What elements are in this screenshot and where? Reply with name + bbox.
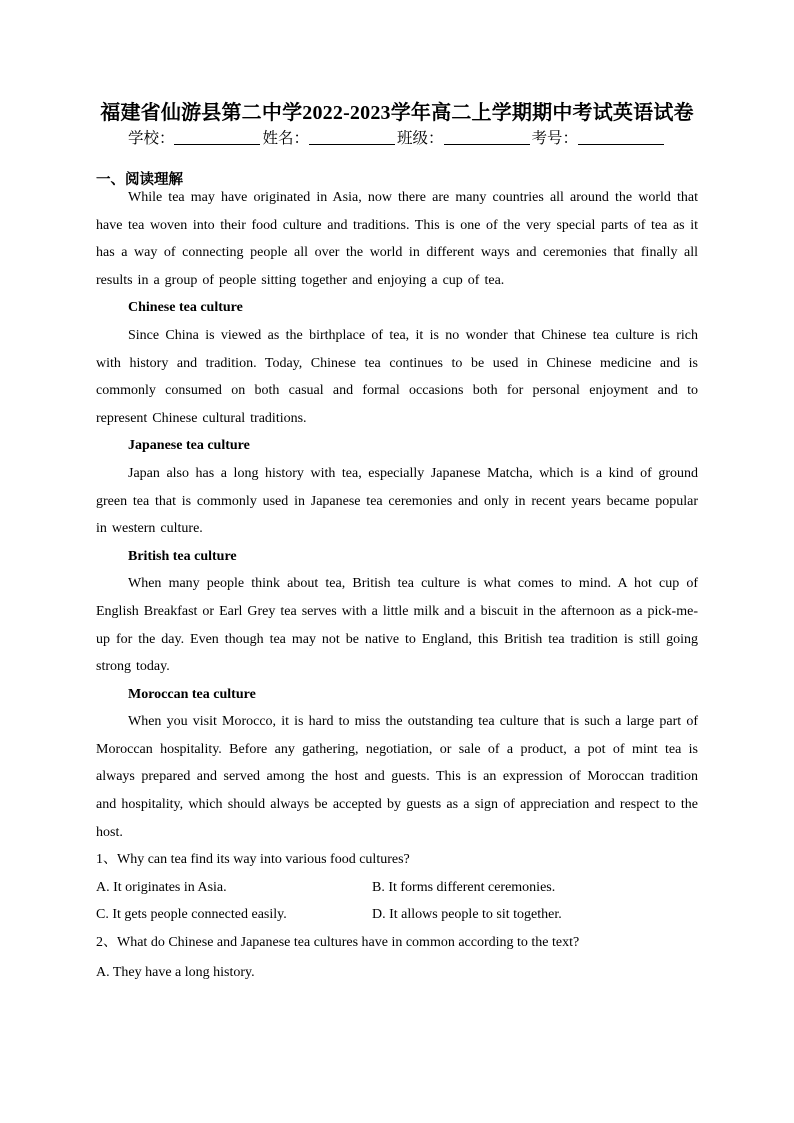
exam-title: 福建省仙游县第二中学2022-2023学年高二上学期期中考试英语试卷 bbox=[100, 102, 694, 124]
question-2-option-a[interactable]: A. They have a long history. bbox=[96, 964, 255, 980]
class-field bbox=[397, 126, 532, 148]
question-1-option-b[interactable]: B. It forms different ceremonies. bbox=[372, 879, 556, 895]
class-label: 班级： bbox=[397, 130, 444, 147]
passage-intro: While tea may have originated in Asia, now there are many countries all around the world that have tea woven into their food culture and traditions. This is one of the very special parts of tea as it has a way of connecting people all over the world in different ways and ceremonies that finally all results in a group of people sitting together and enjoying a cup of tea. bbox=[96, 190, 698, 288]
student-info-row bbox=[0, 126, 794, 148]
heading-moroccan-tea: Moroccan tea culture bbox=[128, 686, 256, 702]
heading-japanese-tea: Japanese tea culture bbox=[128, 438, 250, 454]
text-japanese-tea: Japan also has a long history with tea, especially Japanese Matcha, which is a kind of ground green tea that is commonly used in Japanese tea ceremonies and only in recent years became popular in western culture. bbox=[96, 465, 698, 537]
heading-chinese-tea: Chinese tea culture bbox=[128, 300, 243, 316]
exam-number-blank[interactable] bbox=[578, 130, 664, 145]
question-2-stem: 2、What do Chinese and Japanese tea cultures have in common according to the text? bbox=[96, 935, 580, 951]
text-british-tea: When many people think about tea, British tea culture is what comes to mind. A hot cup of English Breakfast or Earl Grey tea serves with a little milk and a biscuit in the afternoon as a pick-me-up for the day. Even though tea may not be native to England, this British tea tradition is still going strong today. bbox=[96, 576, 698, 675]
exam-number-label: 考号： bbox=[531, 130, 579, 147]
question-1-options-row-2 bbox=[96, 901, 698, 929]
exam-number-field bbox=[532, 126, 667, 148]
school-blank[interactable] bbox=[174, 130, 260, 145]
question-1-option-c[interactable]: C. It gets people connected easily. bbox=[96, 907, 287, 923]
question-1-options-row-1 bbox=[96, 874, 698, 902]
section-title: 一、阅读理解 bbox=[96, 172, 183, 188]
question-1-option-d[interactable]: D. It allows people to sit together. bbox=[372, 907, 562, 923]
school-field bbox=[128, 126, 263, 148]
question-2-options-row-1 bbox=[96, 959, 698, 987]
question-1-stem: 1、Why can tea find its way into various food cultures? bbox=[96, 852, 410, 868]
reading-content bbox=[96, 184, 698, 986]
name-field bbox=[262, 126, 397, 148]
name-blank[interactable] bbox=[309, 130, 395, 145]
question-1-option-a[interactable]: A. It originates in Asia. bbox=[96, 879, 227, 895]
school-label: 学校： bbox=[127, 130, 175, 147]
text-chinese-tea: Since China is viewed as the birthplace of tea, it is no wonder that Chinese tea culture is rich with history and tradition. Today, Chinese tea continues to be used in Chinese medicine and is commonly consumed on both casual and formal occasions both for personal enjoyment and to represent Chinese cultural traditions. bbox=[96, 327, 698, 426]
heading-british-tea: British tea culture bbox=[128, 548, 237, 564]
name-label: 姓名： bbox=[262, 130, 309, 147]
class-blank[interactable] bbox=[444, 130, 530, 145]
text-moroccan-tea: When you visit Morocco, it is hard to miss the outstanding tea culture that is such a large part of Moroccan hospitality. Before any gathering, negotiation, or sale of a product, a pot of mint tea is always prepared and served among the host and guests. This is an expression of Moroccan tradition and hospitality, which should always be accepted by guests as a sign of appreciation and respect to the host. bbox=[96, 714, 698, 840]
